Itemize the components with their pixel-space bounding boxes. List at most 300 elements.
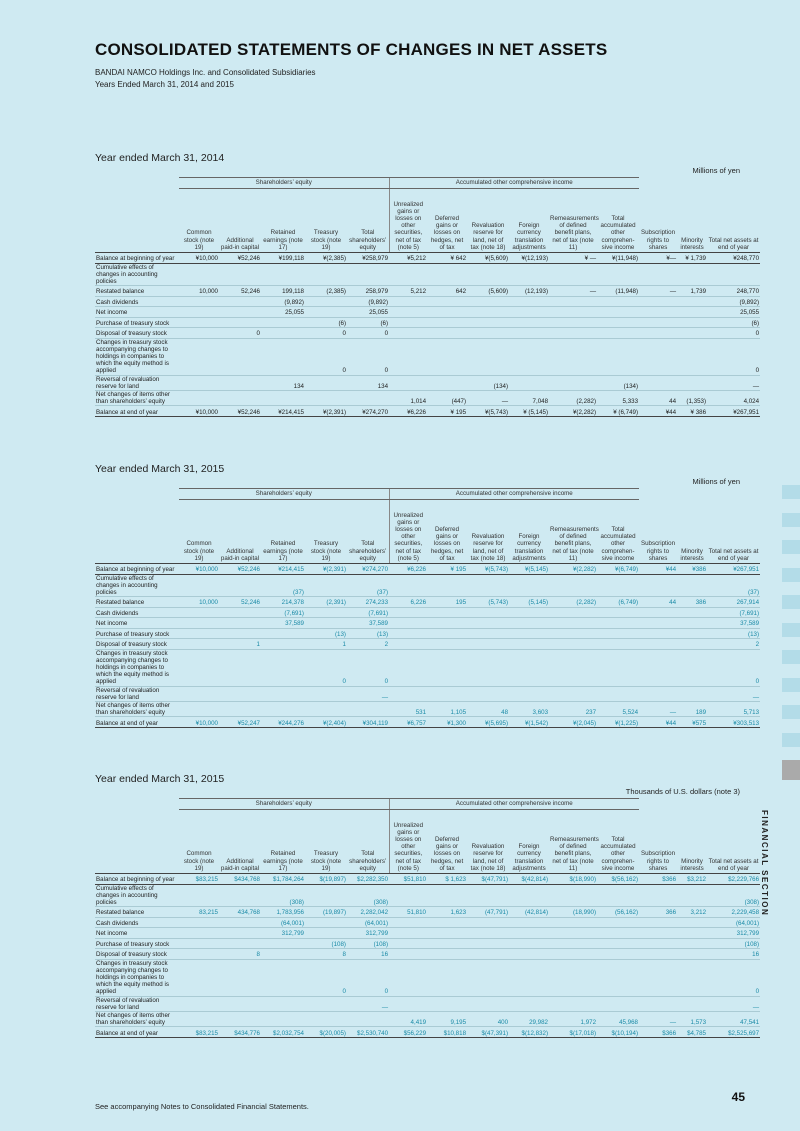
column-header: Total net assets at end of year: [707, 810, 760, 874]
table-cell: ¥248,770: [707, 253, 760, 264]
table-cell: 52,246: [219, 286, 261, 297]
table-row: [95, 649, 760, 686]
table-cell: [179, 307, 219, 318]
table-cell: (6,749): [597, 597, 639, 608]
table-cell: 8: [305, 949, 347, 960]
statement-section: [95, 463, 760, 728]
table-cell: ¥(11,948): [597, 253, 639, 264]
row-label: Balance at beginning of year: [95, 253, 179, 264]
table-cell: 237: [549, 702, 597, 717]
table-cell: [467, 639, 509, 650]
table-cell: ¥1,300: [427, 717, 467, 728]
table-cell: [305, 686, 347, 701]
table-cell: [261, 996, 305, 1011]
table-cell: [549, 338, 597, 375]
table-cell: [467, 628, 509, 639]
table-cell: $2,525,697: [707, 1027, 760, 1038]
table-cell: [389, 263, 427, 286]
table-cell: [597, 338, 639, 375]
column-header: Additional paid-in capital: [219, 189, 261, 253]
table-row: [95, 686, 760, 701]
column-header: Minority interests: [677, 810, 707, 874]
table-cell: [509, 686, 549, 701]
table-cell: ¥(2,385): [305, 253, 347, 264]
table-cell: [467, 618, 509, 629]
table-cell: [219, 928, 261, 939]
table-cell: ¥(2,391): [305, 564, 347, 575]
table-cell: ¥52,246: [219, 564, 261, 575]
table-cell: 4,024: [707, 391, 760, 406]
table-cell: [597, 649, 639, 686]
table-cell: [639, 649, 677, 686]
table-row: [95, 338, 760, 375]
table-cell: 1,783,956: [261, 907, 305, 918]
section-tab[interactable]: [782, 678, 800, 692]
section-tab[interactable]: [782, 705, 800, 719]
table-cell: 47,541: [707, 1012, 760, 1027]
table-cell: $(47,391): [467, 1027, 509, 1038]
table-cell: ¥575: [677, 717, 707, 728]
table-cell: [707, 263, 760, 286]
table-cell: [219, 263, 261, 286]
column-header: Treasury stock (note 19): [305, 189, 347, 253]
table-cell: [179, 949, 219, 960]
section-title: Year ended March 31, 2015: [95, 463, 225, 475]
row-label: Reversal of revaluation reserve for land: [95, 996, 179, 1011]
section-tab[interactable]: [782, 595, 800, 609]
table-cell: [305, 375, 347, 390]
table-cell: 25,055: [347, 307, 389, 318]
table-cell: [597, 959, 639, 996]
column-header: Total accumulated other comprehen-sive income: [597, 189, 639, 253]
table-cell: [219, 607, 261, 618]
row-label: Disposal of treasury stock: [95, 639, 179, 650]
group-header-shareholders: Shareholders’ equity: [179, 489, 389, 500]
table-cell: ¥386: [677, 564, 707, 575]
table-cell: $2,229,766: [707, 874, 760, 885]
table-cell: ¥214,415: [261, 564, 305, 575]
table-cell: 1,105: [427, 702, 467, 717]
table-cell: 0: [707, 328, 760, 339]
table-cell: [639, 618, 677, 629]
row-label: Reversal of revaluation reserve for land: [95, 375, 179, 390]
table-cell: [597, 628, 639, 639]
table-cell: [549, 649, 597, 686]
table-cell: [677, 263, 707, 286]
table-cell: 199,118: [261, 286, 305, 297]
table-cell: [639, 375, 677, 390]
table-cell: $(47,791): [467, 874, 509, 885]
table-cell: (47,791): [467, 907, 509, 918]
table-cell: [179, 574, 219, 597]
column-header: Treasury stock (note 19): [305, 810, 347, 874]
row-label: Purchase of treasury stock: [95, 938, 179, 949]
table-cell: ¥(5,695): [467, 717, 509, 728]
table-cell: 1: [219, 639, 261, 650]
table-cell: [179, 996, 219, 1011]
table-cell: (6): [305, 317, 347, 328]
table-cell: (5,609): [467, 286, 509, 297]
table-cell: [639, 917, 677, 928]
table-cell: [219, 702, 261, 717]
table-cell: [509, 618, 549, 629]
table-cell: [597, 639, 639, 650]
table-cell: (108): [305, 938, 347, 949]
group-header-aoci: Accumulated other comprehensive income: [389, 178, 639, 189]
table-cell: [597, 317, 639, 328]
column-header: Revaluation reserve for land, net of tax (note 18): [467, 810, 509, 874]
column-header: Total shareholders’ equity: [347, 810, 389, 874]
table-row: [95, 564, 760, 575]
table-cell: ¥ (6,749): [597, 406, 639, 417]
table-cell: [639, 338, 677, 375]
table-cell: [261, 938, 305, 949]
table-cell: 2,229,458: [707, 907, 760, 918]
table-cell: [677, 375, 707, 390]
table-cell: [389, 375, 427, 390]
table-cell: [305, 1012, 347, 1027]
table-cell: [261, 686, 305, 701]
table-row: [95, 938, 760, 949]
table-row: [95, 628, 760, 639]
table-cell: [467, 649, 509, 686]
table-cell: [219, 649, 261, 686]
row-label: Net changes of items other than shareholders’ equity: [95, 1012, 179, 1027]
side-section-label: FINANCIAL SECTION: [760, 810, 769, 917]
table-cell: —: [707, 686, 760, 701]
table-cell: [427, 607, 467, 618]
table-cell: 2: [707, 639, 760, 650]
table-row: [95, 618, 760, 629]
table-cell: [179, 702, 219, 717]
table-cell: —: [467, 391, 509, 406]
table-cell: $83,215: [179, 874, 219, 885]
table-cell: [597, 938, 639, 949]
table-cell: (13): [347, 628, 389, 639]
table-cell: [305, 917, 347, 928]
section-tab[interactable]: [782, 650, 800, 664]
table-cell: [427, 884, 467, 907]
table-cell: [305, 618, 347, 629]
column-header: Deferred gains or losses on hedges, net of tax: [427, 810, 467, 874]
table-cell: 0: [305, 959, 347, 996]
column-header: Unrealized gains or losses on other securities, net of tax (note 5): [389, 810, 427, 874]
table-cell: [261, 949, 305, 960]
table-cell: [509, 375, 549, 390]
table-cell: [305, 996, 347, 1011]
row-label: Net changes of items other than shareholders’ equity: [95, 391, 179, 406]
table-cell: [261, 317, 305, 328]
table-cell: 29,982: [509, 1012, 549, 1027]
table-row: [95, 884, 760, 907]
table-cell: [427, 317, 467, 328]
table-cell: 44: [639, 391, 677, 406]
table-cell: —: [639, 702, 677, 717]
column-header: Total shareholders’ equity: [347, 189, 389, 253]
table-cell: [597, 607, 639, 618]
table-cell: [467, 607, 509, 618]
table-cell: ¥5,212: [389, 253, 427, 264]
table-cell: [677, 928, 707, 939]
column-header: Unrealized gains or losses on other securities, net of tax (note 5): [389, 189, 427, 253]
table-cell: [219, 628, 261, 639]
table-cell: [389, 307, 427, 318]
row-label: Changes in treasury stock accompanying changes to holdings in companies to which the equity method is applied: [95, 338, 179, 375]
group-header-aoci: Accumulated other comprehensive income: [389, 489, 639, 500]
table-cell: (7,691): [347, 607, 389, 618]
table-cell: ¥ 1,739: [677, 253, 707, 264]
table-cell: [549, 917, 597, 928]
table-cell: ¥ 642: [427, 253, 467, 264]
table-cell: [639, 959, 677, 996]
table-row: [95, 959, 760, 996]
table-cell: [389, 928, 427, 939]
table-cell: [427, 307, 467, 318]
table-cell: [261, 338, 305, 375]
table-cell: [509, 338, 549, 375]
table-cell: —: [347, 996, 389, 1011]
table-cell: (2,282): [549, 391, 597, 406]
table-cell: (7,691): [707, 607, 760, 618]
table-cell: [639, 307, 677, 318]
table-cell: (64,001): [707, 917, 760, 928]
row-label: Cash dividends: [95, 296, 179, 307]
table-cell: (18,990): [549, 907, 597, 918]
table-row: [95, 296, 760, 307]
table-cell: [179, 628, 219, 639]
section-tab[interactable]: [782, 623, 800, 637]
table-cell: [549, 263, 597, 286]
table-cell: ¥(5,145): [509, 564, 549, 575]
row-label: Balance at beginning of year: [95, 564, 179, 575]
table-cell: [261, 628, 305, 639]
table-row: [95, 917, 760, 928]
table-row: [95, 996, 760, 1011]
column-header: Treasury stock (note 19): [305, 500, 347, 564]
table-cell: [179, 263, 219, 286]
table-cell: 37,589: [347, 618, 389, 629]
table-cell: [427, 628, 467, 639]
table-row: [95, 607, 760, 618]
table-cell: [389, 317, 427, 328]
table-cell: 366: [639, 907, 677, 918]
table-cell: ¥10,000: [179, 253, 219, 264]
column-header: Minority interests: [677, 189, 707, 253]
table-cell: ¥52,246: [219, 253, 261, 264]
table-cell: [467, 938, 509, 949]
column-header: Retained earnings (note 17): [261, 810, 305, 874]
table-cell: [389, 649, 427, 686]
table-cell: (6): [347, 317, 389, 328]
section-tab[interactable]: [782, 540, 800, 554]
table-cell: [467, 307, 509, 318]
column-header: Subscription rights to shares: [639, 500, 677, 564]
table-cell: [305, 607, 347, 618]
table-cell: $83,215: [179, 1027, 219, 1038]
table-cell: [467, 949, 509, 960]
group-header-aoci: Accumulated other comprehensive income: [389, 799, 639, 810]
table-cell: 16: [347, 949, 389, 960]
table-cell: [467, 317, 509, 328]
table-cell: 0: [347, 338, 389, 375]
table-cell: (6): [707, 317, 760, 328]
table-cell: 9,195: [427, 1012, 467, 1027]
row-label: Restated balance: [95, 597, 179, 608]
table-cell: 1: [305, 639, 347, 650]
row-label: Purchase of treasury stock: [95, 317, 179, 328]
table-cell: [677, 607, 707, 618]
table-cell: [389, 938, 427, 949]
table-cell: ¥(5,609): [467, 253, 509, 264]
table-cell: [219, 959, 261, 996]
table-cell: 10,000: [179, 286, 219, 297]
table-cell: ¥267,951: [707, 564, 760, 575]
table-cell: ¥(2,282): [549, 564, 597, 575]
table-cell: 7,048: [509, 391, 549, 406]
table-cell: [549, 884, 597, 907]
table-cell: [639, 928, 677, 939]
section-tab[interactable]: [782, 733, 800, 747]
table-row: [95, 391, 760, 406]
table-cell: [347, 1012, 389, 1027]
table-cell: [219, 307, 261, 318]
table-row: [95, 328, 760, 339]
table-row: [95, 574, 760, 597]
table-cell: [389, 959, 427, 996]
table-cell: 4,419: [389, 1012, 427, 1027]
table-cell: (108): [707, 938, 760, 949]
table-cell: [549, 686, 597, 701]
table-cell: 0: [219, 328, 261, 339]
table-cell: $(56,162): [597, 874, 639, 885]
table-cell: (64,001): [261, 917, 305, 928]
table-cell: [179, 938, 219, 949]
table-cell: (37): [707, 574, 760, 597]
table-cell: 16: [707, 949, 760, 960]
equity-statement-table: [95, 798, 760, 1038]
table-cell: 5,212: [389, 286, 427, 297]
table-cell: [509, 649, 549, 686]
table-cell: [261, 702, 305, 717]
table-cell: [389, 917, 427, 928]
table-cell: $434,768: [219, 874, 261, 885]
table-cell: ¥ (5,145): [509, 406, 549, 417]
table-cell: [179, 391, 219, 406]
table-cell: 2,282,042: [347, 907, 389, 918]
table-cell: $1,784,264: [261, 874, 305, 885]
table-cell: 0: [707, 338, 760, 375]
table-cell: (37): [347, 574, 389, 597]
table-cell: 25,055: [707, 307, 760, 318]
table-cell: [389, 884, 427, 907]
table-cell: [427, 649, 467, 686]
table-cell: $ 1,623: [427, 874, 467, 885]
table-cell: [179, 649, 219, 686]
table-cell: [639, 628, 677, 639]
table-cell: [389, 296, 427, 307]
table-cell: [549, 928, 597, 939]
table-cell: [305, 307, 347, 318]
table-cell: ¥52,246: [219, 406, 261, 417]
table-cell: [179, 296, 219, 307]
table-cell: 195: [427, 597, 467, 608]
section-tab-financial-active[interactable]: [782, 760, 800, 780]
table-cell: (2,391): [305, 597, 347, 608]
table-cell: 37,589: [707, 618, 760, 629]
table-cell: [677, 949, 707, 960]
table-cell: [347, 702, 389, 717]
table-cell: ¥304,119: [347, 717, 389, 728]
table-cell: [467, 917, 509, 928]
table-cell: ¥244,276: [261, 717, 305, 728]
table-cell: $(17,018): [549, 1027, 597, 1038]
section-tab[interactable]: [782, 485, 800, 499]
section-tab[interactable]: [782, 513, 800, 527]
column-header: Revaluation reserve for land, net of tax (note 18): [467, 500, 509, 564]
column-header: Foreign currency translation adjustments: [509, 500, 549, 564]
page-number: 45: [731, 1090, 745, 1104]
table-cell: [677, 307, 707, 318]
table-row: [95, 597, 760, 608]
table-cell: —: [707, 375, 760, 390]
units-label: Millions of yen: [692, 477, 740, 486]
table-cell: ¥(1,225): [597, 717, 639, 728]
table-cell: ¥10,000: [179, 717, 219, 728]
table-cell: [427, 263, 467, 286]
table-cell: [219, 317, 261, 328]
table-cell: (12,193): [509, 286, 549, 297]
table-cell: [305, 884, 347, 907]
row-label: Net income: [95, 307, 179, 318]
table-cell: [639, 607, 677, 618]
table-cell: 1,014: [389, 391, 427, 406]
table-cell: [639, 328, 677, 339]
column-header: Remeasurements of defined benefit plans, net of tax (note 11): [549, 500, 597, 564]
table-cell: [179, 328, 219, 339]
table-cell: [639, 317, 677, 328]
table-cell: 134: [261, 375, 305, 390]
row-label: Purchase of treasury stock: [95, 628, 179, 639]
table-cell: [509, 307, 549, 318]
column-header: Additional paid-in capital: [219, 500, 261, 564]
table-cell: [427, 338, 467, 375]
row-label: Changes in treasury stock accompanying changes to holdings in companies to which the equity method is applied: [95, 649, 179, 686]
table-cell: ¥6,226: [389, 564, 427, 575]
table-cell: [549, 574, 597, 597]
section-tab[interactable]: [782, 568, 800, 582]
table-cell: [427, 686, 467, 701]
table-cell: —: [639, 286, 677, 297]
table-cell: 1,739: [677, 286, 707, 297]
table-cell: 1,623: [427, 907, 467, 918]
table-cell: [219, 996, 261, 1011]
table-cell: 45,968: [597, 1012, 639, 1027]
table-cell: ¥(2,282): [549, 406, 597, 417]
table-cell: [677, 917, 707, 928]
table-row: [95, 949, 760, 960]
table-cell: [549, 996, 597, 1011]
table-cell: 25,055: [261, 307, 305, 318]
table-cell: (308): [347, 884, 389, 907]
table-cell: [509, 938, 549, 949]
table-cell: 400: [467, 1012, 509, 1027]
table-cell: [549, 949, 597, 960]
table-cell: $56,229: [389, 1027, 427, 1038]
table-cell: (42,814): [509, 907, 549, 918]
table-cell: [305, 296, 347, 307]
table-cell: [261, 959, 305, 996]
table-cell: [179, 639, 219, 650]
